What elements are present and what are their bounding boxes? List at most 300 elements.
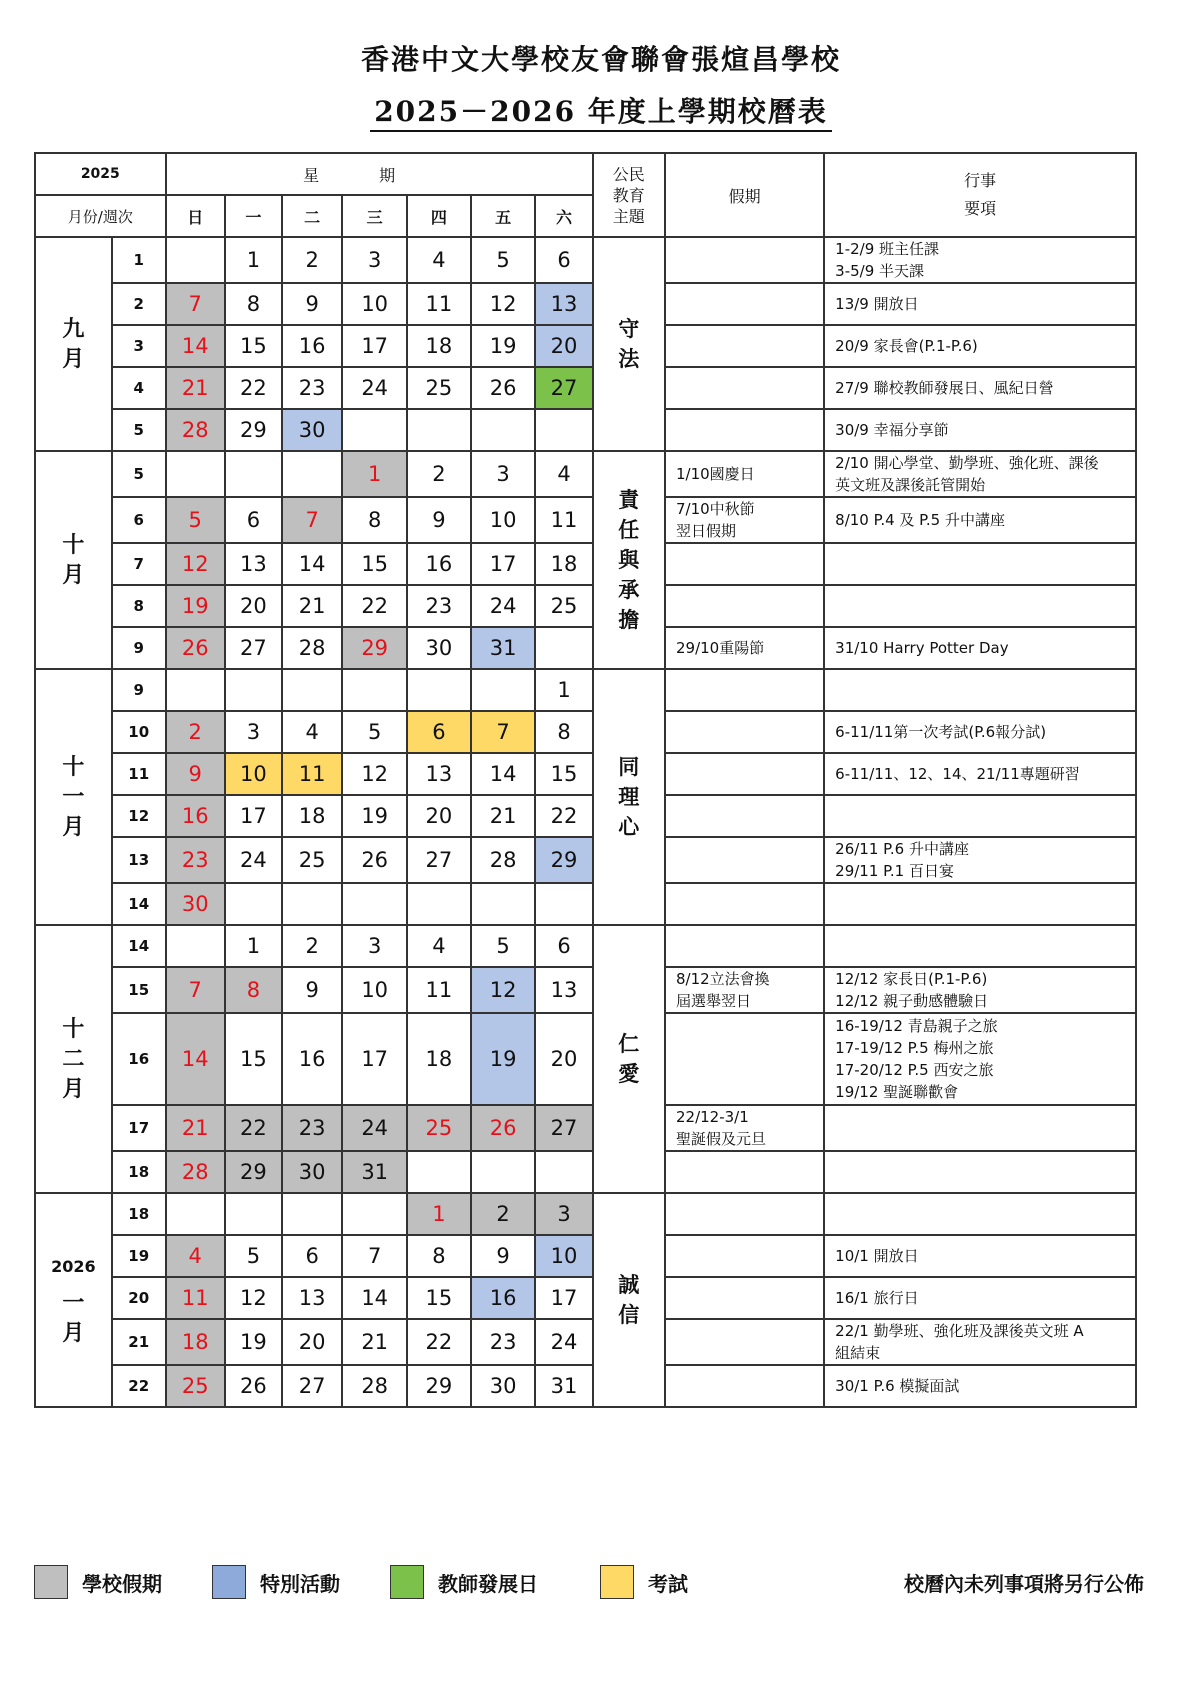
- calendar-day: 4: [535, 451, 592, 497]
- event-cell: 27/9 聯校教師發展日、風紀日營: [824, 367, 1136, 409]
- calendar-day: 10: [342, 967, 407, 1013]
- week-number: 11: [112, 753, 166, 795]
- calendar-day: 20: [535, 325, 592, 367]
- calendar-day: [225, 883, 282, 925]
- event-cell: 8/10 P.4 及 P.5 升中講座: [824, 497, 1136, 543]
- calendar-day: 31: [471, 627, 536, 669]
- calendar-day: 30: [471, 1365, 536, 1407]
- calendar-day: 7: [342, 1235, 407, 1277]
- calendar-day: 15: [225, 1013, 282, 1105]
- calendar-day: [535, 409, 592, 451]
- calendar-day: 25: [407, 1105, 471, 1151]
- event-cell: [824, 883, 1136, 925]
- calendar-day: 26: [342, 837, 407, 883]
- calendar-day: 26: [471, 367, 536, 409]
- calendar-title: [0, 90, 1202, 130]
- header-month-week: 月份/週次: [35, 195, 166, 237]
- header-theme: 公民 教育 主題: [593, 153, 665, 237]
- calendar-day: 22: [407, 1319, 471, 1365]
- calendar-day: [535, 883, 592, 925]
- calendar-day: 18: [407, 1013, 471, 1105]
- calendar-day: 17: [342, 1013, 407, 1105]
- calendar-day: 14: [282, 543, 342, 585]
- calendar-day: 16: [166, 795, 225, 837]
- week-row: [35, 1193, 1136, 1235]
- week-number: 20: [112, 1277, 166, 1319]
- week-number: 3: [112, 325, 166, 367]
- calendar-day: 31: [535, 1365, 592, 1407]
- calendar-day: [342, 409, 407, 451]
- calendar-day: 20: [407, 795, 471, 837]
- calendar-day: 12: [225, 1277, 282, 1319]
- calendar-day: [342, 883, 407, 925]
- header-day: 四: [407, 195, 471, 237]
- calendar-day: 13: [407, 753, 471, 795]
- holiday-cell: [665, 1193, 824, 1235]
- calendar-day: 11: [535, 497, 592, 543]
- calendar-day: 21: [282, 585, 342, 627]
- calendar-day: [282, 1193, 342, 1235]
- month-name: 九 月: [62, 316, 85, 372]
- calendar-day: 13: [535, 967, 592, 1013]
- calendar-day: 12: [471, 283, 536, 325]
- week-number: 5: [112, 451, 166, 497]
- calendar-day: [407, 883, 471, 925]
- calendar-day: 27: [225, 627, 282, 669]
- calendar-day: 1: [407, 1193, 471, 1235]
- calendar-day: 16: [282, 325, 342, 367]
- calendar-day: [166, 451, 225, 497]
- header-day: 五: [471, 195, 536, 237]
- calendar-day: [471, 883, 536, 925]
- week-number: 5: [112, 409, 166, 451]
- header-year: 2025: [35, 153, 166, 195]
- calendar-day: 30: [282, 409, 342, 451]
- calendar-day: 14: [471, 753, 536, 795]
- calendar-day: 24: [342, 1105, 407, 1151]
- calendar-day: 3: [342, 237, 407, 283]
- calendar-day: 3: [225, 711, 282, 753]
- calendar-day: 11: [166, 1277, 225, 1319]
- calendar-day: 9: [407, 497, 471, 543]
- event-cell: [824, 1151, 1136, 1193]
- calendar-day: 15: [225, 325, 282, 367]
- week-number: 6: [112, 497, 166, 543]
- holiday-cell: 22/12-3/1 聖誕假及元旦: [665, 1105, 824, 1151]
- event-cell: 6-11/11、12、14、21/11專題研習: [824, 753, 1136, 795]
- calendar-day: 29: [407, 1365, 471, 1407]
- event-cell: [824, 669, 1136, 711]
- calendar-day: 15: [535, 753, 592, 795]
- legend-label: 考試: [648, 1571, 688, 1596]
- month-name: 十 月: [62, 532, 85, 588]
- calendar-day: 29: [535, 837, 592, 883]
- calendar-day: 19: [471, 325, 536, 367]
- calendar-day: 9: [471, 1235, 536, 1277]
- event-cell: 16/1 旅行日: [824, 1277, 1136, 1319]
- civic-theme: 守 法: [593, 237, 665, 451]
- calendar-day: 1: [342, 451, 407, 497]
- week-row: [35, 1013, 1136, 1105]
- calendar-day: 3: [471, 451, 536, 497]
- calendar-day: 28: [282, 627, 342, 669]
- event-cell: 26/11 P.6 升中講座 29/11 P.1 百日宴: [824, 837, 1136, 883]
- calendar-day: 16: [471, 1277, 536, 1319]
- holiday-cell: [665, 1365, 824, 1407]
- holiday-cell: [665, 585, 824, 627]
- calendar-day: [166, 237, 225, 283]
- calendar-day: 7: [166, 967, 225, 1013]
- calendar-day: [166, 925, 225, 967]
- header-weekday-label: 星期: [166, 153, 593, 195]
- calendar-day: 29: [225, 1151, 282, 1193]
- calendar-day: 5: [342, 711, 407, 753]
- week-row: [35, 409, 1136, 451]
- calendar-day: [225, 669, 282, 711]
- calendar-day: 14: [166, 1013, 225, 1105]
- calendar-day: 10: [342, 283, 407, 325]
- calendar-day: 3: [535, 1193, 592, 1235]
- week-row: [35, 1277, 1136, 1319]
- calendar-day: [282, 883, 342, 925]
- holiday-cell: 1/10國慶日: [665, 451, 824, 497]
- holiday-cell: [665, 283, 824, 325]
- calendar-day: 1: [535, 669, 592, 711]
- calendar-day: 12: [471, 967, 536, 1013]
- holiday-cell: [665, 883, 824, 925]
- holiday-cell: [665, 1319, 824, 1365]
- calendar-day: [535, 627, 592, 669]
- event-cell: [824, 1193, 1136, 1235]
- week-row: [35, 1365, 1136, 1407]
- week-number: 4: [112, 367, 166, 409]
- week-row: [35, 585, 1136, 627]
- week-row: [35, 543, 1136, 585]
- calendar-day: 13: [282, 1277, 342, 1319]
- calendar-day: 17: [471, 543, 536, 585]
- civic-theme: 同 理 心: [593, 669, 665, 925]
- calendar-day: 21: [166, 1105, 225, 1151]
- school-calendar-table: [34, 152, 1137, 1408]
- calendar-day: 28: [471, 837, 536, 883]
- calendar-day: 2: [282, 237, 342, 283]
- calendar-day: [225, 1193, 282, 1235]
- calendar-day: 2: [166, 711, 225, 753]
- calendar-day: 25: [166, 1365, 225, 1407]
- holiday-cell: [665, 711, 824, 753]
- civic-theme: 誠 信: [593, 1193, 665, 1407]
- month-label: [35, 237, 112, 451]
- calendar-day: 9: [166, 753, 225, 795]
- holiday-cell: [665, 837, 824, 883]
- event-cell: 10/1 開放日: [824, 1235, 1136, 1277]
- event-cell: [824, 585, 1136, 627]
- holiday-cell: [665, 325, 824, 367]
- week-row: [35, 325, 1136, 367]
- month-label: [35, 669, 112, 925]
- holiday-cell: [665, 669, 824, 711]
- week-row: [35, 967, 1136, 1013]
- legend: [34, 1562, 1144, 1602]
- legend-item-special-activity: [212, 1562, 340, 1602]
- legend-item-exam: [600, 1562, 688, 1602]
- legend-item-teacher-development: [390, 1562, 538, 1602]
- week-row: [35, 669, 1136, 711]
- calendar-day: 27: [407, 837, 471, 883]
- calendar-day: 23: [282, 367, 342, 409]
- calendar-day: 23: [282, 1105, 342, 1151]
- calendar-day: [282, 451, 342, 497]
- calendar-day: 20: [535, 1013, 592, 1105]
- week-row: [35, 883, 1136, 925]
- calendar-day: 14: [342, 1277, 407, 1319]
- calendar-day: 27: [535, 1105, 592, 1151]
- calendar-day: 23: [407, 585, 471, 627]
- calendar-day: 17: [535, 1277, 592, 1319]
- calendar-day: 12: [342, 753, 407, 795]
- event-cell: 30/9 幸福分享節: [824, 409, 1136, 451]
- calendar-day: [407, 1151, 471, 1193]
- calendar-day: 7: [282, 497, 342, 543]
- calendar-day: [166, 669, 225, 711]
- event-cell: [824, 1105, 1136, 1151]
- event-cell: 13/9 開放日: [824, 283, 1136, 325]
- holiday-cell: [665, 1151, 824, 1193]
- week-row: [35, 451, 1136, 497]
- week-row: [35, 753, 1136, 795]
- calendar-day: 8: [225, 283, 282, 325]
- week-row: [35, 795, 1136, 837]
- calendar-day: 20: [282, 1319, 342, 1365]
- week-number: 22: [112, 1365, 166, 1407]
- legend-label: 學校假期: [82, 1571, 162, 1596]
- calendar-day: 1: [225, 237, 282, 283]
- week-number: 17: [112, 1105, 166, 1151]
- month-year: 2026: [51, 1257, 96, 1276]
- legend-label: 特別活動: [260, 1571, 340, 1596]
- calendar-day: 24: [225, 837, 282, 883]
- calendar-day: [342, 1193, 407, 1235]
- week-row: [35, 711, 1136, 753]
- legend-swatch-green: [390, 1565, 424, 1599]
- calendar-day: 1: [225, 925, 282, 967]
- calendar-day: 15: [407, 1277, 471, 1319]
- calendar-day: [471, 669, 536, 711]
- calendar-day: 16: [282, 1013, 342, 1105]
- legend-item-school-holiday: [34, 1562, 162, 1602]
- calendar-day: 22: [342, 585, 407, 627]
- week-number: 12: [112, 795, 166, 837]
- week-number: 19: [112, 1235, 166, 1277]
- holiday-cell: [665, 409, 824, 451]
- week-row: [35, 1319, 1136, 1365]
- calendar-day: 19: [471, 1013, 536, 1105]
- calendar-title-text: 2025－2026 年度上學期校曆表: [370, 95, 832, 132]
- calendar-day: 5: [166, 497, 225, 543]
- week-number: 8: [112, 585, 166, 627]
- calendar-day: 22: [225, 1105, 282, 1151]
- civic-theme: 仁 愛: [593, 925, 665, 1193]
- calendar-day: 18: [282, 795, 342, 837]
- calendar-day: 8: [535, 711, 592, 753]
- week-row: [35, 367, 1136, 409]
- week-number: 7: [112, 543, 166, 585]
- week-number: 10: [112, 711, 166, 753]
- header-day: 日: [166, 195, 225, 237]
- civic-theme: 責 任 與 承 擔: [593, 451, 665, 669]
- calendar-day: 28: [166, 409, 225, 451]
- week-row: [35, 497, 1136, 543]
- calendar-day: 23: [471, 1319, 536, 1365]
- calendar-day: 21: [166, 367, 225, 409]
- calendar-day: [471, 409, 536, 451]
- holiday-cell: 8/12立法會換 屆選舉翌日: [665, 967, 824, 1013]
- header-day: 三: [342, 195, 407, 237]
- calendar-day: [225, 451, 282, 497]
- calendar-day: 11: [407, 967, 471, 1013]
- calendar-day: 22: [225, 367, 282, 409]
- calendar-day: 11: [407, 283, 471, 325]
- calendar-day: 2: [282, 925, 342, 967]
- calendar-day: 11: [282, 753, 342, 795]
- calendar-day: 28: [166, 1151, 225, 1193]
- header-day: 一: [225, 195, 282, 237]
- holiday-cell: [665, 237, 824, 283]
- calendar-day: 9: [282, 283, 342, 325]
- calendar-day: 6: [535, 925, 592, 967]
- holiday-cell: [665, 367, 824, 409]
- week-number: 9: [112, 669, 166, 711]
- week-number: 14: [112, 925, 166, 967]
- calendar-day: 18: [407, 325, 471, 367]
- calendar-day: 8: [342, 497, 407, 543]
- holiday-cell: [665, 1277, 824, 1319]
- calendar-day: 13: [225, 543, 282, 585]
- calendar-day: 17: [342, 325, 407, 367]
- month-name: 十 一 月: [62, 754, 85, 840]
- week-row: [35, 1151, 1136, 1193]
- legend-label: 教師發展日: [438, 1571, 538, 1596]
- calendar-day: 26: [471, 1105, 536, 1151]
- legend-swatch-grey: [34, 1565, 68, 1599]
- month-name: 一 月: [62, 1290, 85, 1346]
- calendar-day: 5: [471, 925, 536, 967]
- holiday-cell: [665, 795, 824, 837]
- calendar-day: 18: [535, 543, 592, 585]
- calendar-day: 4: [282, 711, 342, 753]
- holiday-cell: 29/10重陽節: [665, 627, 824, 669]
- event-cell: [824, 795, 1136, 837]
- calendar-day: 30: [166, 883, 225, 925]
- calendar-day: 5: [471, 237, 536, 283]
- calendar-day: 6: [225, 497, 282, 543]
- calendar-day: 7: [471, 711, 536, 753]
- event-cell: 20/9 家長會(P.1-P.6): [824, 325, 1136, 367]
- calendar-day: 26: [225, 1365, 282, 1407]
- calendar-day: [471, 1151, 536, 1193]
- calendar-day: 30: [407, 627, 471, 669]
- holiday-cell: [665, 543, 824, 585]
- week-number: 16: [112, 1013, 166, 1105]
- calendar-day: 5: [225, 1235, 282, 1277]
- month-label: [35, 925, 112, 1193]
- calendar-day: 25: [282, 837, 342, 883]
- calendar-day: 21: [342, 1319, 407, 1365]
- calendar-day: 31: [342, 1151, 407, 1193]
- calendar-day: 6: [535, 237, 592, 283]
- calendar-day: [342, 669, 407, 711]
- event-cell: 16-19/12 青島親子之旅 17-19/12 P.5 梅州之旅 17-20/12 P.5 西安之旅 19/12 聖誕聯歡會: [824, 1013, 1136, 1105]
- legend-swatch-yellow: [600, 1565, 634, 1599]
- calendar-day: 27: [535, 367, 592, 409]
- calendar-day: 21: [471, 795, 536, 837]
- calendar-day: 8: [407, 1235, 471, 1277]
- school-name: 香港中文大學校友會聯會張煊昌學校: [360, 43, 841, 76]
- calendar-day: 30: [282, 1151, 342, 1193]
- week-number: 18: [112, 1193, 166, 1235]
- calendar-day: 28: [342, 1365, 407, 1407]
- calendar-day: 18: [166, 1319, 225, 1365]
- month-name: 十 二 月: [62, 1016, 85, 1102]
- holiday-cell: [665, 1235, 824, 1277]
- event-cell: 12/12 家長日(P.1-P.6) 12/12 親子動感體驗日: [824, 967, 1136, 1013]
- calendar-day: [407, 669, 471, 711]
- week-row: [35, 925, 1136, 967]
- calendar-day: 10: [471, 497, 536, 543]
- calendar-day: 14: [166, 325, 225, 367]
- header-events: 行事 要項: [824, 153, 1136, 237]
- calendar-day: 19: [166, 585, 225, 627]
- calendar-day: 24: [535, 1319, 592, 1365]
- calendar-day: 15: [342, 543, 407, 585]
- calendar-day: [407, 409, 471, 451]
- event-cell: 1-2/9 班主任課 3-5/9 半天課: [824, 237, 1136, 283]
- calendar-day: 4: [166, 1235, 225, 1277]
- calendar-day: 29: [342, 627, 407, 669]
- event-cell: 2/10 開心學堂、勤學班、強化班、課後 英文班及課後託管開始: [824, 451, 1136, 497]
- calendar-day: 24: [471, 585, 536, 627]
- calendar-day: 3: [342, 925, 407, 967]
- week-row: [35, 627, 1136, 669]
- calendar-day: 25: [535, 585, 592, 627]
- week-row: [35, 237, 1136, 283]
- month-label: [35, 451, 112, 669]
- calendar-day: 6: [407, 711, 471, 753]
- calendar-day: [166, 1193, 225, 1235]
- week-number: 14: [112, 883, 166, 925]
- calendar-day: 22: [535, 795, 592, 837]
- calendar-day: [282, 669, 342, 711]
- calendar-day: 4: [407, 925, 471, 967]
- event-cell: [824, 925, 1136, 967]
- legend-note: 校曆內未列事項將另行公佈: [904, 1571, 1144, 1596]
- week-number: 1: [112, 237, 166, 283]
- holiday-cell: 7/10中秋節 翌日假期: [665, 497, 824, 543]
- calendar-day: 23: [166, 837, 225, 883]
- week-row: [35, 1235, 1136, 1277]
- holiday-cell: [665, 1013, 824, 1105]
- week-number: 18: [112, 1151, 166, 1193]
- calendar-day: 8: [225, 967, 282, 1013]
- calendar-day: 2: [471, 1193, 536, 1235]
- legend-swatch-blue: [212, 1565, 246, 1599]
- calendar-day: 25: [407, 367, 471, 409]
- calendar-day: 19: [342, 795, 407, 837]
- week-number: 15: [112, 967, 166, 1013]
- calendar-day: 19: [225, 1319, 282, 1365]
- calendar-day: 4: [407, 237, 471, 283]
- header-day: 二: [282, 195, 342, 237]
